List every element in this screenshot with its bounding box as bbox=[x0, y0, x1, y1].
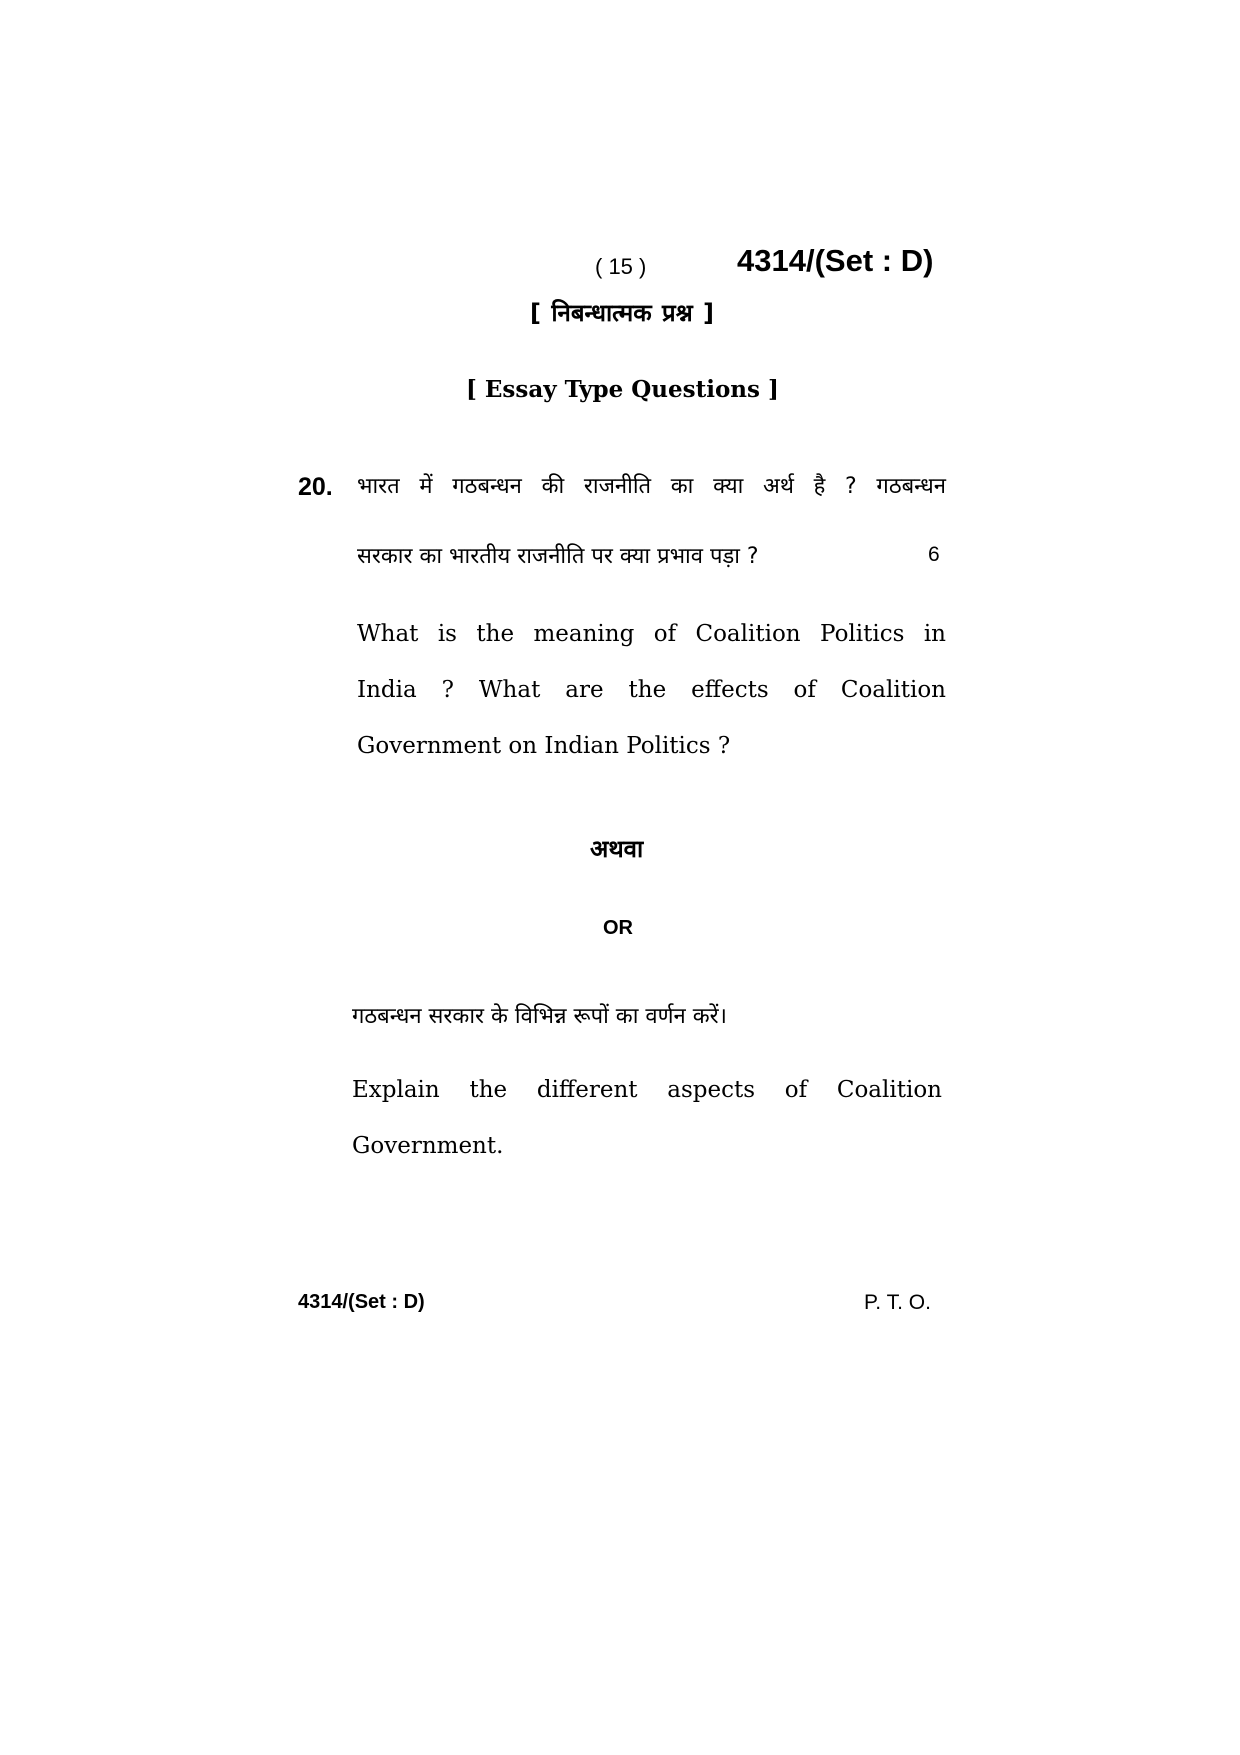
or-separator-hindi: अथवा bbox=[590, 835, 644, 863]
page-number: ( 15 ) bbox=[595, 254, 647, 279]
question-marks: 6 bbox=[928, 543, 940, 566]
paper-code-footer: 4314/(Set : D) bbox=[298, 1291, 425, 1313]
question-number: 20. bbox=[298, 473, 333, 501]
alternative-question-english-line-1: Explain the different aspects of Coalition bbox=[352, 1077, 942, 1103]
question-hindi-line-1: भारत में गठबन्धन की राजनीति का क्या अर्थ है ? गठबन्धन bbox=[357, 474, 946, 499]
please-turn-over: P. T. O. bbox=[864, 1291, 931, 1314]
paper-code-header: 4314/(Set : D) bbox=[737, 243, 934, 278]
alternative-question-hindi: गठबन्धन सरकार के विभिन्न रूपों का वर्णन करें। bbox=[352, 1004, 727, 1029]
question-english-line-2: India ? What are the effects of Coalition bbox=[357, 677, 946, 703]
section-title-english: [ Essay Type Questions ] bbox=[466, 376, 779, 403]
question-english-line-3: Government on Indian Politics ? bbox=[357, 733, 731, 759]
question-hindi-line-2: सरकार का भारतीय राजनीति पर क्या प्रभाव पड़ा ? bbox=[357, 544, 759, 569]
or-separator-english: OR bbox=[603, 917, 633, 939]
alternative-question-english-line-2: Government. bbox=[352, 1133, 504, 1159]
question-english-line-1: What is the meaning of Coalition Politics in bbox=[357, 621, 946, 647]
section-title-hindi: [ निबन्धात्मक प्रश्न ] bbox=[530, 299, 714, 327]
